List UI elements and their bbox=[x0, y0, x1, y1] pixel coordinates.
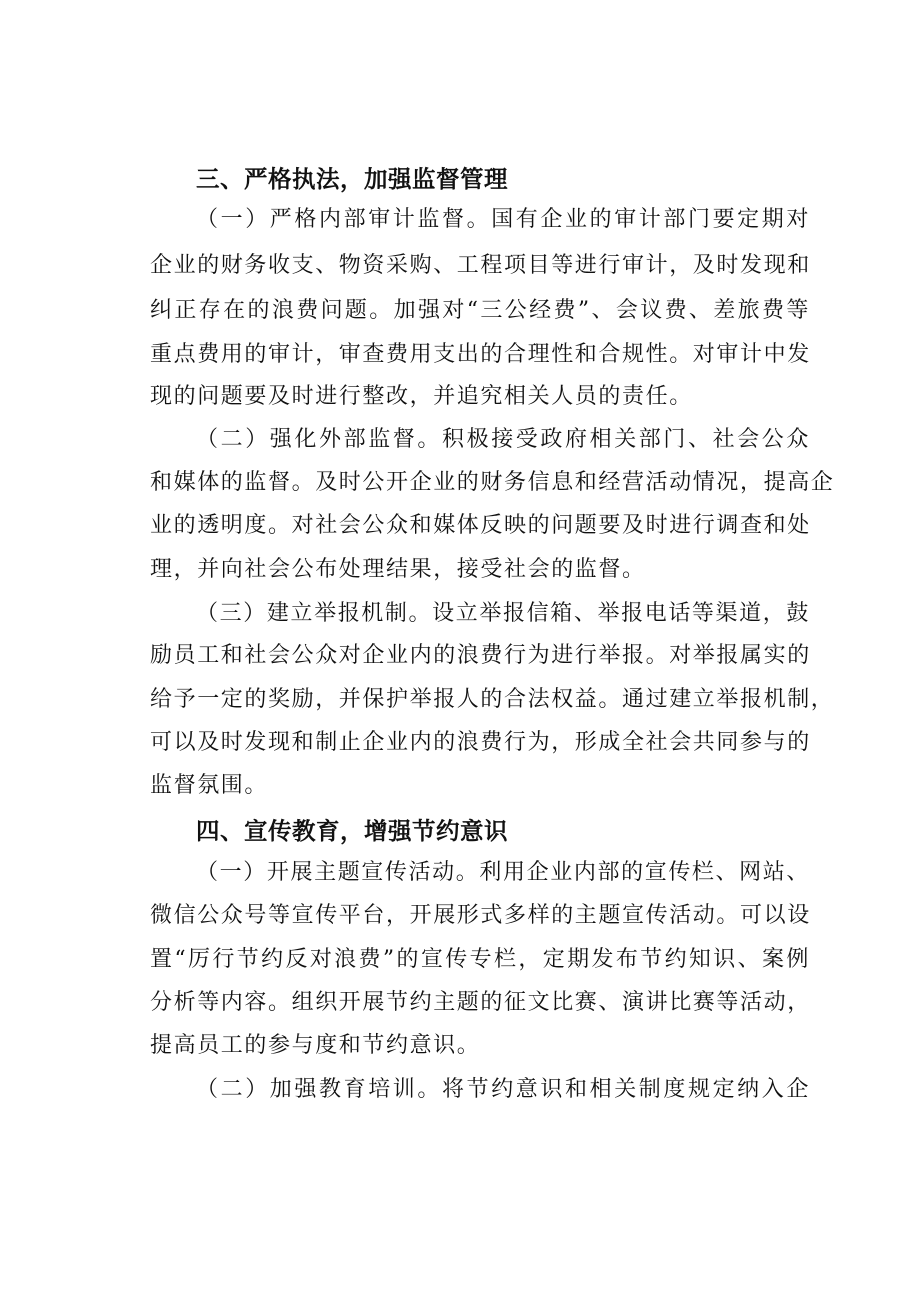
text-line: 置“厉行节约反对浪费”的宣传专栏，定期发布节约知识、案例 bbox=[150, 947, 810, 972]
text-line: 纠正存在的浪费问题。加强对“三公经费”、会议费、差旅费等 bbox=[150, 298, 810, 323]
section-heading-4: 四、宣传教育，增强节约意识 bbox=[196, 817, 508, 845]
text-line: 企业的财务收支、物资采购、工程项目等进行审计，及时发现和 bbox=[150, 253, 811, 278]
text-line: 监督氛围。 bbox=[150, 773, 269, 798]
text-line: （一）开展主题宣传活动。利用企业内部的宣传栏、网站、 bbox=[196, 860, 810, 885]
text-line: （一）严格内部审计监督。国有企业的审计部门要定期对 bbox=[196, 207, 810, 232]
text-line: （三）建立举报机制。设立举报信箱、举报电话等渠道，鼓 bbox=[196, 601, 810, 626]
text-line: 现的问题要及时进行整改，并追究相关人员的责任。 bbox=[150, 384, 693, 409]
text-line: 给予一定的奖励，并保护举报人的合法权益。通过建立举报机制， bbox=[150, 687, 835, 712]
text-line: 励员工和社会公众对企业内的浪费行为进行举报。对举报属实的 bbox=[150, 643, 811, 668]
text-line: 业的透明度。对社会公众和媒体反映的问题要及时进行调查和处 bbox=[150, 513, 811, 538]
text-line: 理，并向社会公布处理结果，接受社会的监督。 bbox=[150, 557, 646, 582]
section-heading-3: 三、严格执法，加强监督管理 bbox=[196, 165, 508, 193]
text-line: 提高员工的参与度和节约意识。 bbox=[150, 1033, 481, 1058]
text-line: 可以及时发现和制止企业内的浪费行为，形成全社会共同参与的 bbox=[150, 730, 811, 755]
text-line: （二）强化外部监督。积极接受政府相关部门、社会公众 bbox=[196, 427, 810, 452]
text-line: （二）加强教育培训。将节约意识和相关制度规定纳入企 bbox=[196, 1077, 810, 1102]
text-line: 和媒体的监督。及时公开企业的财务信息和经营活动情况，提高企 bbox=[150, 470, 835, 495]
text-line: 分析等内容。组织开展节约主题的征文比赛、演讲比赛等活动， bbox=[150, 990, 811, 1015]
text-line: 重点费用的审计，审查费用支出的合理性和合规性。对审计中发 bbox=[150, 342, 811, 367]
text-line: 微信公众号等宣传平台，开展形式多样的主题宣传活动。可以设 bbox=[150, 903, 811, 928]
